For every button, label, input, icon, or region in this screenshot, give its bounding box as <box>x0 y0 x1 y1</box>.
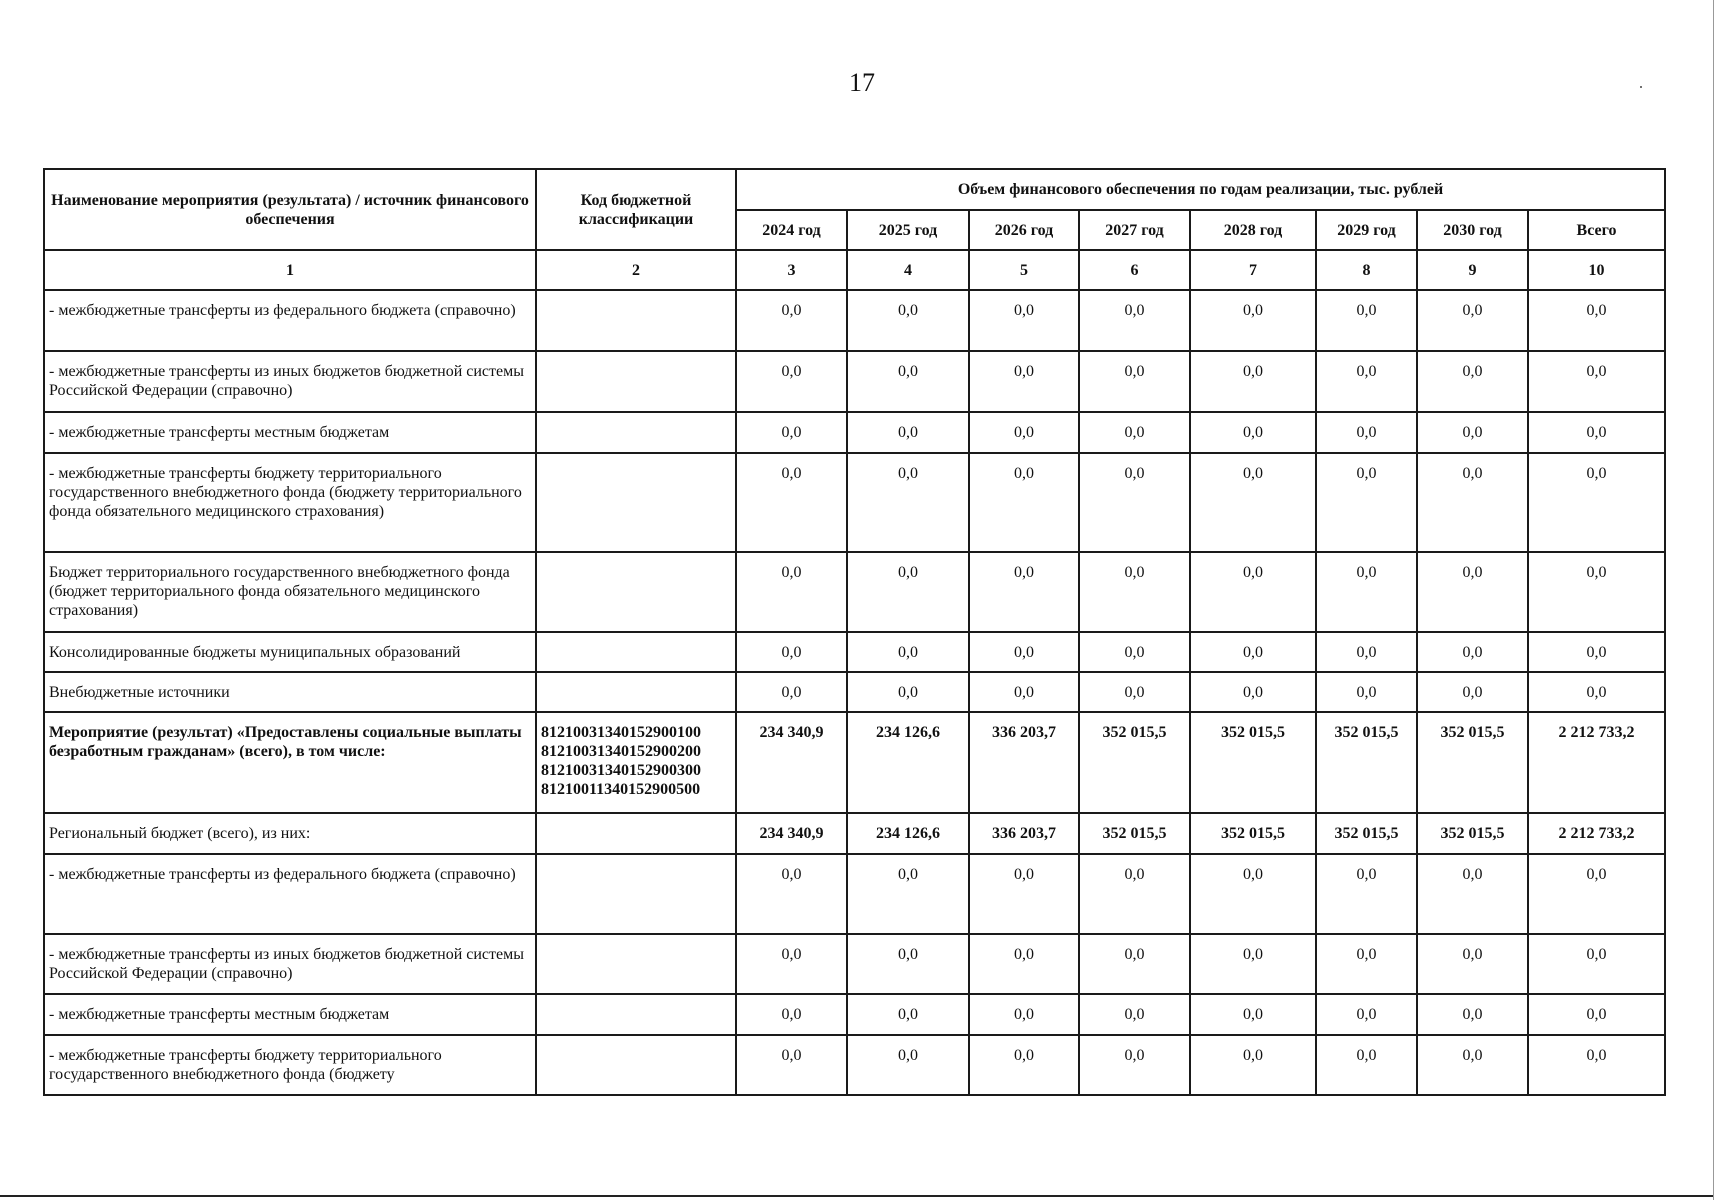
budget-code: 81210031340152900200 <box>541 743 701 760</box>
row-name: - межбюджетные трансферты бюджету территориального государственного внебюджетного фонда (бюджету <box>44 1035 536 1095</box>
row-value: 0,0 <box>847 290 969 351</box>
row-total: 0,0 <box>1528 552 1665 632</box>
row-value: 0,0 <box>847 994 969 1035</box>
row-value: 0,0 <box>1190 934 1316 994</box>
row-value: 0,0 <box>969 412 1079 453</box>
row-value: 0,0 <box>1079 552 1190 632</box>
row-total: 0,0 <box>1528 994 1665 1035</box>
row-value: 0,0 <box>1417 934 1528 994</box>
row-value: 0,0 <box>1190 552 1316 632</box>
row-total: 0,0 <box>1528 290 1665 351</box>
table-row <box>44 290 1665 351</box>
row-value: 0,0 <box>736 854 847 934</box>
row-value: 0,0 <box>969 453 1079 552</box>
row-code <box>536 854 736 934</box>
row-value: 0,0 <box>1190 290 1316 351</box>
col-number: 7 <box>1190 250 1316 290</box>
table-row <box>44 1035 1665 1095</box>
row-name: - межбюджетные трансферты из иных бюджетов бюджетной системы Российской Федерации (справочно) <box>44 351 536 412</box>
col-number: 6 <box>1079 250 1190 290</box>
row-code <box>536 552 736 632</box>
row-value: 0,0 <box>736 453 847 552</box>
row-value: 0,0 <box>1190 672 1316 712</box>
row-value: 0,0 <box>1079 994 1190 1035</box>
row-name: Внебюджетные источники <box>44 672 536 712</box>
row-value: 0,0 <box>1316 1035 1417 1095</box>
row-value: 0,0 <box>969 632 1079 672</box>
budget-code: 81210031340152900300 <box>541 762 701 779</box>
col-number: 8 <box>1316 250 1417 290</box>
row-value: 0,0 <box>1417 854 1528 934</box>
row-value: 0,0 <box>969 672 1079 712</box>
table-row <box>44 672 1665 712</box>
row-value: 0,0 <box>969 994 1079 1035</box>
row-value: 0,0 <box>969 854 1079 934</box>
row-value: 0,0 <box>1316 351 1417 412</box>
row-value: 0,0 <box>1190 854 1316 934</box>
header-group: Объем финансового обеспечения по годам реализации, тыс. рублей <box>736 169 1665 210</box>
row-value: 352 015,5 <box>1079 813 1190 854</box>
col-number: 3 <box>736 250 847 290</box>
row-value: 0,0 <box>1079 412 1190 453</box>
row-value: 0,0 <box>969 1035 1079 1095</box>
row-value: 0,0 <box>736 412 847 453</box>
row-value: 0,0 <box>1417 351 1528 412</box>
row-value: 0,0 <box>1316 994 1417 1035</box>
row-value: 0,0 <box>736 934 847 994</box>
row-code <box>536 1035 736 1095</box>
row-code <box>536 290 736 351</box>
table-row <box>44 712 1665 813</box>
header-year: 2024 год <box>736 210 847 250</box>
row-total: 0,0 <box>1528 934 1665 994</box>
row-code <box>536 453 736 552</box>
row-name: - межбюджетные трансферты бюджету территориального государственного внебюджетного фонда (бюджету территориального фонда обязательного медицинского страхования) <box>44 453 536 552</box>
row-total: 0,0 <box>1528 412 1665 453</box>
table-row <box>44 994 1665 1035</box>
row-value: 0,0 <box>969 934 1079 994</box>
col-number: 1 <box>44 250 536 290</box>
table-row <box>44 351 1665 412</box>
row-name: Бюджет территориального государственного внебюджетного фонда (бюджет территориального фонда обязательного медицинского страхования) <box>44 552 536 632</box>
col-number: 4 <box>847 250 969 290</box>
budget-table <box>43 168 1666 1096</box>
row-value: 352 015,5 <box>1316 813 1417 854</box>
row-value: 352 015,5 <box>1417 712 1528 813</box>
col-number: 2 <box>536 250 736 290</box>
row-value: 0,0 <box>847 934 969 994</box>
row-value: 336 203,7 <box>969 712 1079 813</box>
row-total: 0,0 <box>1528 672 1665 712</box>
row-value: 0,0 <box>736 994 847 1035</box>
table-row <box>44 854 1665 934</box>
row-value: 0,0 <box>1079 1035 1190 1095</box>
table-row <box>44 552 1665 632</box>
row-value: 0,0 <box>1079 632 1190 672</box>
col-number: 5 <box>969 250 1079 290</box>
row-value: 0,0 <box>847 672 969 712</box>
header-total: Всего <box>1528 210 1665 250</box>
row-value: 0,0 <box>969 290 1079 351</box>
row-value: 0,0 <box>1079 672 1190 712</box>
row-value: 0,0 <box>847 854 969 934</box>
row-value: 0,0 <box>1316 412 1417 453</box>
row-value: 0,0 <box>1316 552 1417 632</box>
row-value: 0,0 <box>1417 412 1528 453</box>
row-value: 0,0 <box>1417 1035 1528 1095</box>
header-year: 2030 год <box>1417 210 1528 250</box>
row-value: 0,0 <box>1190 632 1316 672</box>
row-value: 0,0 <box>1079 453 1190 552</box>
row-code <box>536 351 736 412</box>
row-total: 0,0 <box>1528 1035 1665 1095</box>
row-code <box>536 994 736 1035</box>
col-number: 9 <box>1417 250 1528 290</box>
row-value: 0,0 <box>1417 552 1528 632</box>
row-name: - межбюджетные трансферты местным бюджетам <box>44 412 536 453</box>
row-total: 0,0 <box>1528 854 1665 934</box>
budget-code: 81210011340152900500 <box>541 781 701 798</box>
header-year: 2028 год <box>1190 210 1316 250</box>
header-year: 2027 год <box>1079 210 1190 250</box>
table-row <box>44 453 1665 552</box>
row-value: 0,0 <box>847 1035 969 1095</box>
row-value: 0,0 <box>1079 290 1190 351</box>
row-value: 234 126,6 <box>847 712 969 813</box>
bottom-rule <box>0 1195 1714 1197</box>
row-name: - межбюджетные трансферты из федерального бюджета (справочно) <box>44 854 536 934</box>
row-value: 0,0 <box>736 1035 847 1095</box>
table-row <box>44 934 1665 994</box>
row-name: - межбюджетные трансферты из федерального бюджета (справочно) <box>44 290 536 351</box>
row-value: 0,0 <box>1316 632 1417 672</box>
table-row <box>44 632 1665 672</box>
row-value: 0,0 <box>847 351 969 412</box>
row-total: 0,0 <box>1528 351 1665 412</box>
row-value: 352 015,5 <box>1417 813 1528 854</box>
row-code <box>536 934 736 994</box>
row-name: Консолидированные бюджеты муниципальных образований <box>44 632 536 672</box>
row-value: 0,0 <box>736 632 847 672</box>
row-value: 0,0 <box>1079 351 1190 412</box>
header-name: Наименование мероприятия (результата) / источник финансового обеспечения <box>44 169 536 250</box>
row-value: 0,0 <box>847 552 969 632</box>
row-value: 0,0 <box>1190 1035 1316 1095</box>
row-value: 0,0 <box>1190 994 1316 1035</box>
row-value: 0,0 <box>736 672 847 712</box>
row-name: - межбюджетные трансферты местным бюджетам <box>44 994 536 1035</box>
row-value: 0,0 <box>1316 290 1417 351</box>
row-value: 0,0 <box>1316 672 1417 712</box>
row-value: 352 015,5 <box>1190 813 1316 854</box>
row-total: 2 212 733,2 <box>1528 813 1665 854</box>
row-value: 0,0 <box>1190 351 1316 412</box>
row-value: 0,0 <box>1190 412 1316 453</box>
table-row <box>44 412 1665 453</box>
table-row <box>44 813 1665 854</box>
row-total: 0,0 <box>1528 632 1665 672</box>
row-value: 352 015,5 <box>1190 712 1316 813</box>
row-value: 336 203,7 <box>969 813 1079 854</box>
page-number: 17 <box>849 68 875 97</box>
header-year: 2026 год <box>969 210 1079 250</box>
row-value: 0,0 <box>1417 632 1528 672</box>
row-value: 0,0 <box>969 351 1079 412</box>
row-code <box>536 813 736 854</box>
header-year: 2025 год <box>847 210 969 250</box>
row-value: 0,0 <box>1417 672 1528 712</box>
row-total: 2 212 733,2 <box>1528 712 1665 813</box>
scan-speck <box>1640 86 1642 88</box>
row-value: 234 126,6 <box>847 813 969 854</box>
row-value: 0,0 <box>969 552 1079 632</box>
row-value: 352 015,5 <box>1079 712 1190 813</box>
row-value: 0,0 <box>1190 453 1316 552</box>
col-number: 10 <box>1528 250 1665 290</box>
row-name: Региональный бюджет (всего), из них: <box>44 813 536 854</box>
budget-code: 81210031340152900100 <box>541 724 701 741</box>
row-value: 0,0 <box>847 412 969 453</box>
row-value: 0,0 <box>1079 854 1190 934</box>
row-value: 234 340,9 <box>736 813 847 854</box>
row-value: 0,0 <box>1316 934 1417 994</box>
row-value: 0,0 <box>1417 994 1528 1035</box>
row-value: 0,0 <box>847 632 969 672</box>
row-code <box>536 712 736 813</box>
row-value: 234 340,9 <box>736 712 847 813</box>
row-value: 0,0 <box>736 552 847 632</box>
row-total: 0,0 <box>1528 453 1665 552</box>
row-name: - межбюджетные трансферты из иных бюджетов бюджетной системы Российской Федерации (справочно) <box>44 934 536 994</box>
row-value: 0,0 <box>847 453 969 552</box>
row-value: 0,0 <box>736 351 847 412</box>
row-code <box>536 672 736 712</box>
row-value: 0,0 <box>736 290 847 351</box>
row-name: Мероприятие (результат) «Предоставлены социальные выплаты безработным гражданам» (всего), в том числе: <box>44 712 536 813</box>
row-value: 0,0 <box>1316 854 1417 934</box>
row-value: 0,0 <box>1417 453 1528 552</box>
header-code: Код бюджетной классификации <box>536 169 736 250</box>
row-value: 352 015,5 <box>1316 712 1417 813</box>
row-value: 0,0 <box>1417 290 1528 351</box>
row-code <box>536 632 736 672</box>
header-year: 2029 год <box>1316 210 1417 250</box>
row-value: 0,0 <box>1316 453 1417 552</box>
row-code <box>536 412 736 453</box>
row-value: 0,0 <box>1079 934 1190 994</box>
